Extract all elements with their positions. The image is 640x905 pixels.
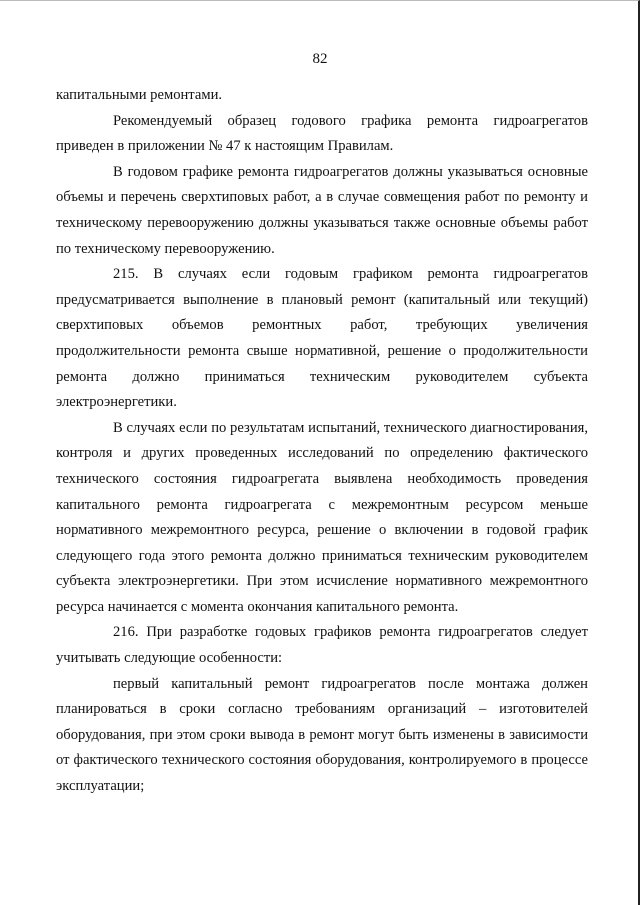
paragraph-continuation: капитальными ремонтами. bbox=[56, 87, 223, 103]
paragraph-first-overhaul: первый капитальный ремонт гидроагрегатов после монтажа должен планироваться в сроки согласно требованиям организаций – изготовителей оборудования, при этом сроки вывода в ремонт могут быть изменены в зависимости от фактического технического состояния оборудования, контролируемого в процессе эксплуатации; bbox=[56, 675, 588, 795]
paragraph-recommended-sample: Рекомендуемый образец годового графика ремонта гидроагрегатов приведен в приложении № 47 к настоящим Правилам. bbox=[56, 112, 588, 155]
paragraph-diagnostics-case: В случаях если по результатам испытаний, технического диагностирования, контроля и других проведенных исследований по определению фактического технического состояния гидроагрегата выявлена необходимость проведения капитального ремонта гидроагрегата с межремонтным ресурсом меньше нормативного межремонтного ресурса, решение о включении в годовой график следующего года этого ремонта должно приниматься техническим руководителем субъекта электроэнергетики. При этом исчисление нормативного межремонтного ресурса начинается с момента окончания капитального ремонта. bbox=[56, 419, 588, 615]
paragraph-annual-schedule-scope: В годовом графике ремонта гидроагрегатов должны указываться основные объемы и перечень сверхтиповых работ, а в случае совмещения работ по ремонту и техническому перевооружению должны указываться также основные объемы работ по техническому перевооружению. bbox=[56, 163, 588, 257]
document-body bbox=[56, 83, 588, 800]
page-number: 82 bbox=[312, 51, 328, 67]
paragraph-215: 215. В случаях если годовым графиком ремонта гидроагрегатов предусматривается выполнение в плановый ремонт (капитальный или текущий) сверхтиповых объемов ремонтных работ, требующих увеличения продолжительности ремонта свыше нормативной, решение о продолжительности ремонта должно приниматься техническим руководителем субъекта электроэнергетики. bbox=[56, 266, 588, 411]
paragraph-216: 216. При разработке годовых графиков ремонта гидроагрегатов следует учитывать следующие особенности: bbox=[56, 624, 588, 667]
